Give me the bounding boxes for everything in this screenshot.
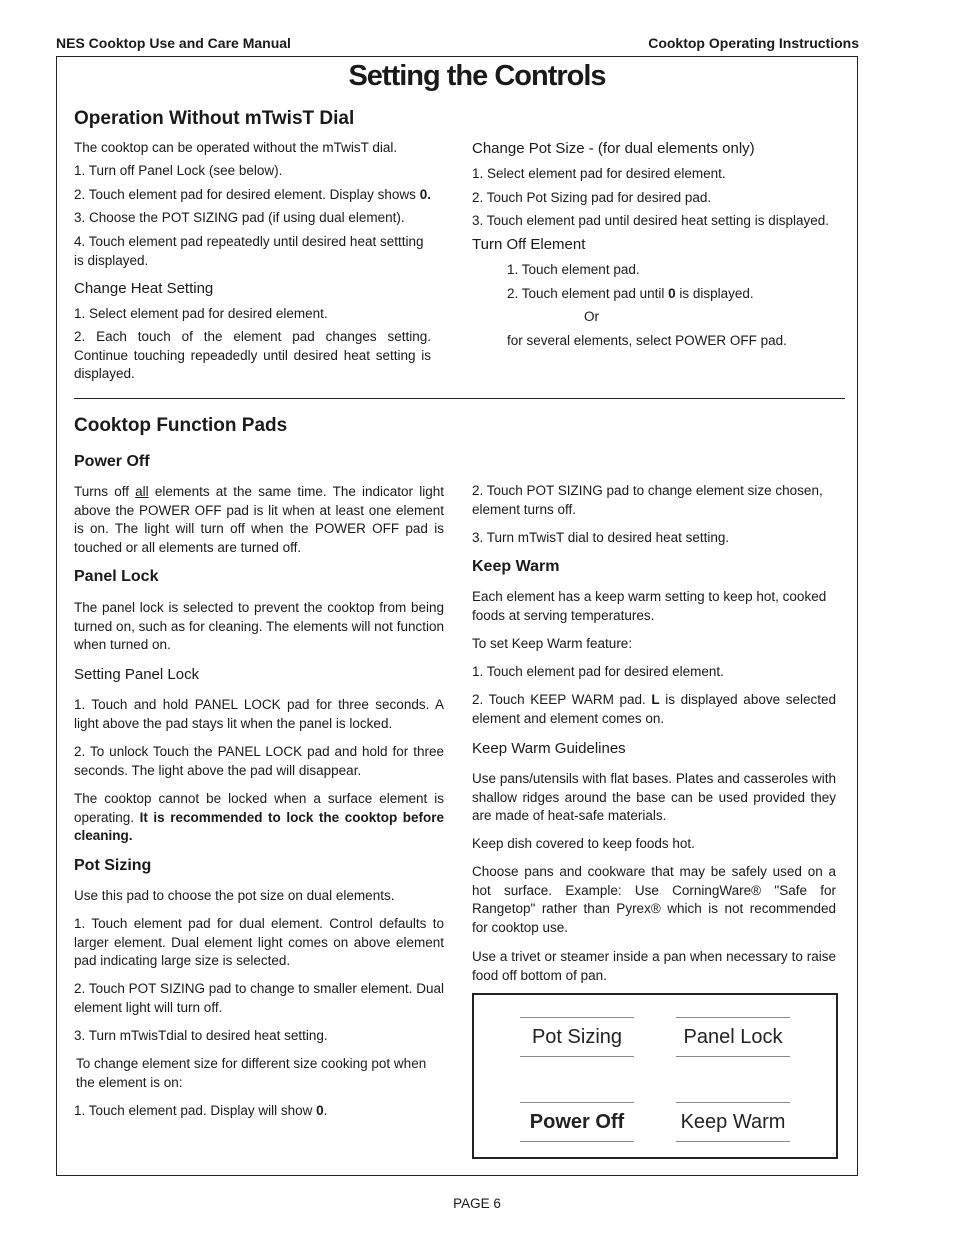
keep-warm-pad: Keep Warm xyxy=(676,1102,790,1142)
keep-warm-paragraph: Each element has a keep warm setting to keep hot, cooked foods at serving temperatures. xyxy=(472,589,827,623)
op-step-1: 1. Turn off Panel Lock (see below). xyxy=(74,163,283,178)
page-number: PAGE 6 xyxy=(453,1196,501,1211)
panel-lock-step-1: 1. Touch and hold PANEL LOCK pad for three seconds. A light above the pad stays lit when the panel is locked. xyxy=(74,697,444,731)
guideline-2: Keep dish covered to keep foods hot. xyxy=(472,836,695,851)
power-off-paragraph: Turns off all elements at the same time. The indicator light above the POWER OFF pad is lit when at least one element is on. The light will turn off when the POWER OFF pad is touched or all elements are turned off. xyxy=(74,484,444,555)
pot-sizing-change-note: To change element size for different size cooking pot when the element is on: xyxy=(76,1056,427,1090)
change-heat-heading: Change Heat Setting xyxy=(74,280,214,297)
power-off-heading: Power Off xyxy=(74,453,150,470)
pot-sizing-step-3: 3. Turn mTwisTdial to desired heat setting. xyxy=(74,1028,328,1043)
op-step-3: 3. Choose the POT SIZING pad (if using dual element). xyxy=(74,210,405,225)
op-step-4: 4. Touch element pad repeatedly until desired heat settting is displayed. xyxy=(74,234,424,268)
keep-warm-step-2: 2. Touch KEEP WARM pad. L is displayed above selected element and element comes on. xyxy=(472,692,836,726)
pot-sizing-step-2: 2. Touch POT SIZING pad to change to smaller element. Dual element light will turn off. xyxy=(74,981,444,1015)
turn-off-element-heading: Turn Off Element xyxy=(472,236,586,253)
guideline-4: Use a trivet or steamer inside a pan when necessary to raise food off bottom of pan. xyxy=(472,949,836,983)
change-pot-size-heading: Change Pot Size - (for dual elements only) xyxy=(472,140,755,157)
pot-size-step-3: 3. Touch element pad until desired heat setting is displayed. xyxy=(472,213,829,228)
keep-warm-heading: Keep Warm xyxy=(472,558,560,575)
panel-lock-heading: Panel Lock xyxy=(74,568,159,585)
op-step-2: 2. Touch element pad for desired element. Display shows 0. xyxy=(74,187,431,202)
guideline-1: Use pans/utensils with flat bases. Plates and casseroles with shallow ridges around the base can be used provided they are made of heat-safe materials. xyxy=(472,771,836,823)
setting-panel-lock-heading: Setting Panel Lock xyxy=(74,666,200,683)
guideline-3: Choose pans and cookware that may be safely used on a hot surface. Example: Use CorningWare® "Safe for Rangetop" rather than Pyrex® which is not recommended for cooktop use. xyxy=(472,864,836,935)
pot-size-step-1: 1. Select element pad for desired element. xyxy=(472,166,726,181)
turn-off-step-1: 1. Touch element pad. xyxy=(507,262,640,277)
panel-lock-step-2: 2. To unlock Touch the PANEL LOCK pad and hold for three seconds. The light above the pad will disappear. xyxy=(74,744,444,778)
turn-off-step-2: 2. Touch element pad until 0 is displayed. xyxy=(507,286,754,301)
running-header-right: Cooktop Operating Instructions xyxy=(648,35,859,51)
op-intro: The cooktop can be operated without the mTwisT dial. xyxy=(74,140,398,155)
running-header-left: NES Cooktop Use and Care Manual xyxy=(56,35,291,51)
change-heat-step-1: 1. Select element pad for desired element. xyxy=(74,306,328,321)
keep-warm-guidelines-heading: Keep Warm Guidelines xyxy=(472,740,626,757)
pot-size-step-2: 2. Touch Pot Sizing pad for desired pad. xyxy=(472,190,712,205)
panel-lock-pad: Panel Lock xyxy=(676,1017,790,1057)
pot-sizing-heading: Pot Sizing xyxy=(74,857,152,874)
section-heading-operation-without-dial: Operation Without mTwisT Dial xyxy=(74,108,355,129)
section-heading-function-pads: Cooktop Function Pads xyxy=(74,415,288,436)
page-title: Setting the Controls xyxy=(348,60,606,92)
turn-off-or: Or xyxy=(584,309,599,324)
pot-sizing-right-step-3: 3. Turn mTwisT dial to desired heat setting. xyxy=(472,530,730,545)
pot-sizing-paragraph: Use this pad to choose the pot size on dual elements. xyxy=(74,888,395,903)
pot-sizing-right-step-2: 2. Touch POT SIZING pad to change element size chosen, element turns off. xyxy=(472,483,823,517)
turn-off-step-3: for several elements, select POWER OFF pad. xyxy=(507,333,787,348)
keep-warm-step-1: 1. Touch element pad for desired element. xyxy=(472,664,724,679)
panel-lock-note: The cooktop cannot be locked when a surface element is operating. It is recommended to lock the cooktop before cleaning. xyxy=(74,791,445,843)
pot-sizing-pad: Pot Sizing xyxy=(520,1017,634,1057)
power-off-pad: Power Off xyxy=(520,1102,634,1142)
pot-sizing-step-1: 1. Touch element pad for dual element. Control defaults to larger element. Dual element light comes on above element pad indicating large size is selected. xyxy=(74,916,444,968)
section-divider xyxy=(74,398,845,399)
control-panel-illustration xyxy=(472,993,838,1159)
pot-sizing-change-step-1: 1. Touch element pad. Display will show 0. xyxy=(74,1103,328,1118)
panel-lock-paragraph: The panel lock is selected to prevent the cooktop from being turned on, such as for cleaning. The elements will not function when turned on. xyxy=(74,600,444,652)
change-heat-step-2: 2. Each touch of the element pad changes setting. Continue touching repeadedly until desired heat setting is displayed. xyxy=(74,329,431,381)
keep-warm-set-intro: To set Keep Warm feature: xyxy=(472,636,633,651)
